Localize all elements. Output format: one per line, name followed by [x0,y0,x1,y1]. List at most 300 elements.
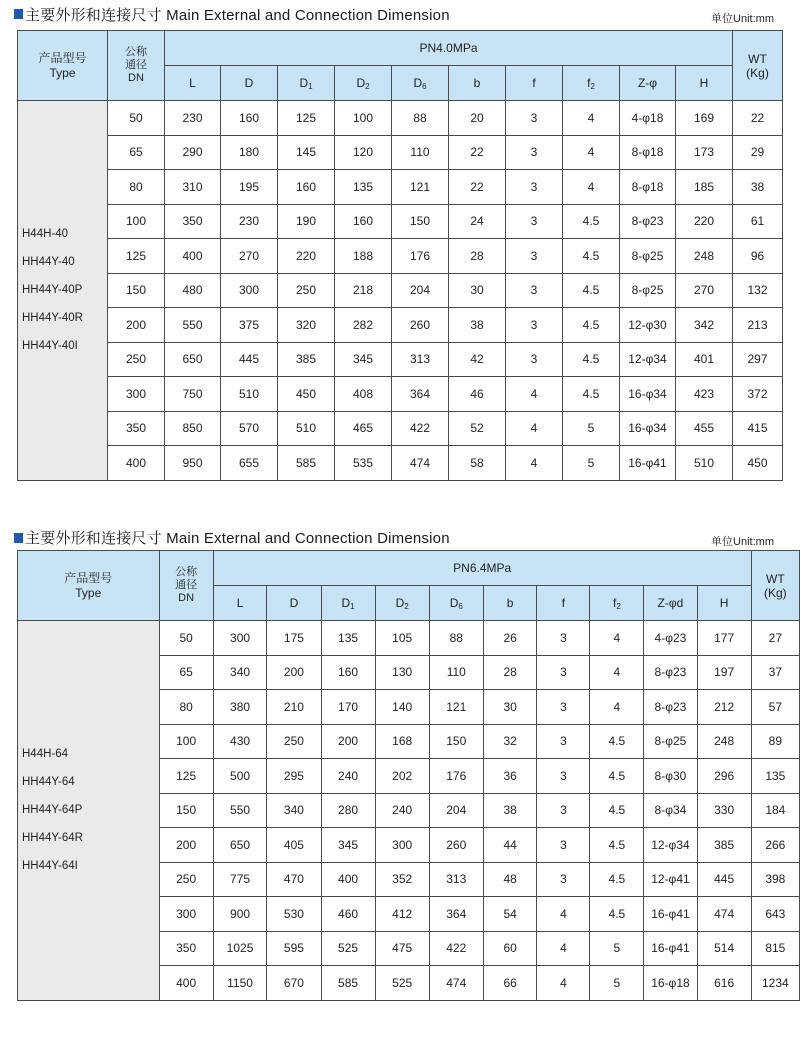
table-cell: 130 [375,655,429,690]
table-cell: 535 [335,446,392,481]
weight-header [733,31,783,101]
table-cell: 8-φ25 [644,724,697,759]
weight-header-line1: WT [766,571,785,586]
table-cell: 385 [697,828,751,863]
table-cell: 28 [449,239,506,274]
table-cell: 850 [165,411,221,446]
column-header: $D_6$ [429,586,483,621]
table-cell: 4.5 [563,204,620,239]
table-cell: 310 [165,170,221,205]
table-cell: 345 [335,342,392,377]
table-cell: 48 [483,862,537,897]
table-cell: 3 [506,273,563,308]
column-header: $f_2$ [590,586,644,621]
column-header: D [221,66,278,101]
table-cell: 4 [537,966,590,1001]
table-cell: 125 [278,101,335,136]
table-cell: 282 [335,308,392,343]
dn-cell: 200 [159,828,213,863]
subscript: 2 [404,601,409,611]
table-cell: 218 [335,273,392,308]
table-cell: 248 [676,239,733,274]
table-cell: 670 [267,966,321,1001]
table-cell: 3 [537,621,590,656]
table-row [18,101,783,136]
table-cell: 313 [429,862,483,897]
table-cell: 3 [506,135,563,170]
dn-cell: 150 [108,273,165,308]
table-cell: 3 [537,793,590,828]
table-cell: 4.5 [590,724,644,759]
table-cell: 22 [449,135,506,170]
table-cell: 240 [375,793,429,828]
table-cell: 4-φ18 [620,101,676,136]
table-cell: 422 [429,931,483,966]
table-cell: 450 [278,377,335,412]
table-cell: 66 [483,966,537,1001]
table-cell: 405 [267,828,321,863]
product-type: H44H-64 [22,748,69,761]
table-cell: 4 [563,170,620,205]
dn-cell: 350 [159,931,213,966]
table-cell: 475 [375,931,429,966]
table-cell: 4 [506,377,563,412]
table-cell: 4 [590,690,644,725]
dn-header-line3: DN [128,72,144,84]
table-cell: 60 [483,931,537,966]
table-cell: 4-φ23 [644,621,697,656]
table-cell: 4 [537,897,590,932]
table-cell: 3 [506,170,563,205]
table-row [18,377,783,412]
table-cell: 213 [733,308,783,343]
product-type: HH44Y-40I [22,340,78,353]
table-cell: 320 [278,308,335,343]
table-cell: 5 [590,931,644,966]
dn-header-line2: 通径 [125,59,147,71]
type-header-en: Type [75,585,102,600]
table-cell: 3 [537,759,590,794]
table-cell: 650 [165,342,221,377]
table-cell: 510 [221,377,278,412]
table-cell: 398 [751,862,799,897]
table-cell: 8-φ25 [620,273,676,308]
table-cell: 176 [429,759,483,794]
table-row [18,308,783,343]
table-cell: 16-φ41 [620,446,676,481]
product-type: HH44Y-64 [22,776,75,789]
table-cell: 250 [278,273,335,308]
dn-header-line3: DN [178,592,195,604]
table-cell: 550 [213,793,267,828]
table-cell: 184 [751,793,799,828]
table-cell: 197 [697,655,751,690]
table-cell: 100 [335,101,392,136]
table-cell: 121 [429,690,483,725]
table-cell: 375 [221,308,278,343]
table-cell: 650 [213,828,267,863]
table-cell: 37 [751,655,799,690]
table-cell: 514 [697,931,751,966]
section-title: 主要外形和连接尺寸 Main External and Connection Dimension [25,530,450,547]
table-row [18,411,783,446]
table-cell: 445 [221,342,278,377]
dn-cell: 100 [159,724,213,759]
dn-header-line2: 通径 [175,579,198,591]
weight-header-line2: (Kg) [764,585,787,600]
column-header: L [213,586,267,621]
column-header: f [506,66,563,101]
table-cell: 30 [483,690,537,725]
dn-cell: 65 [159,655,213,690]
table-cell: 300 [213,621,267,656]
table-cell: 36 [483,759,537,794]
table-cell: 400 [165,239,221,274]
table-cell: 4.5 [563,273,620,308]
table-cell: 4 [590,655,644,690]
table-cell: 460 [321,897,375,932]
table-cell: 296 [697,759,751,794]
table-cell: 445 [697,862,751,897]
table-cell: 4.5 [590,828,644,863]
table-cell: 313 [392,342,449,377]
table-cell: 32 [483,724,537,759]
table-cell: 415 [733,411,783,446]
table-cell: 510 [676,446,733,481]
dn-cell: 80 [108,170,165,205]
table-cell: 12-φ41 [644,862,697,897]
column-header: $D_1$ [321,586,375,621]
table-cell: 385 [278,342,335,377]
column-header: f [537,586,590,621]
table-cell: 8-φ18 [620,135,676,170]
table-cell: 4.5 [590,793,644,828]
table-cell: 173 [676,135,733,170]
dn-cell: 350 [108,411,165,446]
table-cell: 195 [221,170,278,205]
dn-cell: 400 [108,446,165,481]
subscript: 6 [458,601,463,611]
table-cell: 54 [483,897,537,932]
table-cell: 585 [321,966,375,1001]
table-cell: 52 [449,411,506,446]
table-cell: 135 [321,621,375,656]
table-cell: 297 [733,342,783,377]
table-cell: 1025 [213,931,267,966]
table-cell: 815 [751,931,799,966]
table-cell: 474 [429,966,483,1001]
table-cell: 643 [751,897,799,932]
dimension-section-pn40 [0,0,800,470]
dn-cell: 250 [159,862,213,897]
weight-header-line1: WT [748,51,767,66]
type-header [18,551,160,621]
table-cell: 26 [483,621,537,656]
subscript: 6 [422,81,427,91]
table-cell: 8-φ30 [644,759,697,794]
table-cell: 950 [165,446,221,481]
table-cell: 4.5 [563,342,620,377]
table-cell: 57 [751,690,799,725]
table-row [18,135,783,170]
table-cell: 300 [221,273,278,308]
table-cell: 340 [267,793,321,828]
table-cell: 570 [221,411,278,446]
dn-cell: 125 [108,239,165,274]
table-cell: 430 [213,724,267,759]
table-cell: 89 [751,724,799,759]
table-cell: 22 [449,170,506,205]
table-cell: 61 [733,204,783,239]
dn-header [159,551,213,621]
table-cell: 160 [321,655,375,690]
table-cell: 3 [506,101,563,136]
table-cell: 27 [751,621,799,656]
table-cell: 342 [676,308,733,343]
table-cell: 88 [429,621,483,656]
table-cell: 135 [751,759,799,794]
product-type: HH44Y-40R [22,312,83,325]
table-cell: 3 [537,724,590,759]
table-cell: 110 [392,135,449,170]
section-header [0,0,800,30]
table-row [18,239,783,274]
product-type: HH44Y-64R [22,832,83,845]
pressure-header: PN6.4MPa [213,551,751,586]
table-cell: 401 [676,342,733,377]
table-cell: 280 [321,793,375,828]
table-cell: 616 [697,966,751,1001]
table-cell: 5 [590,966,644,1001]
product-type: HH44Y-64P [22,804,83,817]
table-row [18,170,783,205]
table-cell: 177 [697,621,751,656]
table-cell: 160 [221,101,278,136]
table-cell: 200 [321,724,375,759]
table-cell: 4.5 [590,862,644,897]
dn-cell: 125 [159,759,213,794]
table-cell: 510 [278,411,335,446]
table-cell: 8-φ23 [644,655,697,690]
table-cell: 8-φ18 [620,170,676,205]
table-cell: 8-φ34 [644,793,697,828]
table-cell: 422 [392,411,449,446]
table-cell: 364 [429,897,483,932]
table-cell: 88 [392,101,449,136]
table-cell: 240 [321,759,375,794]
table-cell: 4 [563,135,620,170]
table-cell: 3 [506,342,563,377]
column-header: $D_2$ [375,586,429,621]
table-cell: 44 [483,828,537,863]
dn-cell: 400 [159,966,213,1001]
table-cell: 38 [483,793,537,828]
dn-cell: 50 [108,101,165,136]
table-cell: 400 [321,862,375,897]
table-cell: 550 [165,308,221,343]
column-header: H [676,66,733,101]
type-header-en: Type [49,65,76,80]
table-cell: 480 [165,273,221,308]
table-cell: 190 [278,204,335,239]
table-cell: 5 [563,446,620,481]
table-cell: 230 [165,101,221,136]
dn-cell: 80 [159,690,213,725]
dn-cell: 300 [159,897,213,932]
table-cell: 364 [392,377,449,412]
dn-cell: 300 [108,377,165,412]
dimension-table [17,30,783,481]
table-cell: 145 [278,135,335,170]
table-cell: 3 [537,828,590,863]
subscript: 1 [350,601,355,611]
table-cell: 4 [506,411,563,446]
table-cell: 750 [165,377,221,412]
type-header [18,31,108,101]
table-cell: 4 [563,101,620,136]
table-cell: 176 [392,239,449,274]
table-cell: 500 [213,759,267,794]
table-cell: 16-φ41 [644,897,697,932]
dimension-section-pn64 [0,523,800,990]
column-header: $D_6$ [392,66,449,101]
table-cell: 58 [449,446,506,481]
table-cell: 4 [590,621,644,656]
table-cell: 775 [213,862,267,897]
table-cell: 230 [221,204,278,239]
table-cell: 140 [375,690,429,725]
table-row [18,446,783,481]
dn-header-line1: 公称 [125,46,147,58]
table-cell: 132 [733,273,783,308]
table-cell: 595 [267,931,321,966]
column-header: b [449,66,506,101]
table-cell: 4.5 [563,377,620,412]
dn-header [108,31,165,101]
section-title: 主要外形和连接尺寸 Main External and Connection Dimension [25,7,450,24]
table-cell: 204 [429,793,483,828]
column-header: Z-φ [620,66,676,101]
table-cell: 160 [278,170,335,205]
table-cell: 16-φ41 [644,931,697,966]
product-types [18,101,108,481]
table-cell: 380 [213,690,267,725]
table-cell: 530 [267,897,321,932]
table-cell: 260 [392,308,449,343]
dn-cell: 65 [108,135,165,170]
table-cell: 474 [697,897,751,932]
table-cell: 250 [267,724,321,759]
table-cell: 4.5 [563,239,620,274]
table-cell: 168 [375,724,429,759]
table-cell: 412 [375,897,429,932]
table-cell: 260 [429,828,483,863]
table-cell: 3 [537,655,590,690]
product-type: HH44Y-40P [22,284,83,297]
table-cell: 96 [733,239,783,274]
table-cell: 210 [267,690,321,725]
table-cell: 4.5 [590,897,644,932]
table-cell: 200 [267,655,321,690]
column-header: b [483,586,537,621]
table-cell: 3 [537,862,590,897]
table-cell: 585 [278,446,335,481]
table-cell: 169 [676,101,733,136]
table-cell: 30 [449,273,506,308]
table-cell: 470 [267,862,321,897]
table-cell: 525 [375,966,429,1001]
table-row [18,621,800,656]
product-type: H44H-40 [22,228,69,241]
table-cell: 270 [676,273,733,308]
column-header: $D_2$ [335,66,392,101]
table-cell: 655 [221,446,278,481]
table-cell: 270 [221,239,278,274]
table-cell: 180 [221,135,278,170]
table-cell: 3 [506,204,563,239]
table-cell: 5 [563,411,620,446]
table-cell: 12-φ30 [620,308,676,343]
table-row [18,273,783,308]
unit-label: 单位Unit:mm [711,13,774,25]
table-cell: 352 [375,862,429,897]
table-cell: 188 [335,239,392,274]
table-cell: 350 [165,204,221,239]
table-cell: 4.5 [590,759,644,794]
table-cell: 12-φ34 [644,828,697,863]
table-cell: 465 [335,411,392,446]
table-cell: 42 [449,342,506,377]
table-cell: 175 [267,621,321,656]
table-cell: 345 [321,828,375,863]
subscript: 2 [590,81,595,91]
table-cell: 38 [733,170,783,205]
table-cell: 4 [506,446,563,481]
table-cell: 22 [733,101,783,136]
dn-cell: 100 [108,204,165,239]
table-cell: 150 [429,724,483,759]
column-header: L [165,66,221,101]
unit-label: 单位Unit:mm [711,536,774,548]
table-cell: 120 [335,135,392,170]
column-header: $D_1$ [278,66,335,101]
table-cell: 150 [392,204,449,239]
table-cell: 16-φ34 [620,411,676,446]
table-cell: 16-φ34 [620,377,676,412]
dn-cell: 150 [159,793,213,828]
table-cell: 212 [697,690,751,725]
table-cell: 8-φ23 [620,204,676,239]
subscript: 2 [365,81,370,91]
table-cell: 170 [321,690,375,725]
table-cell: 202 [375,759,429,794]
table-cell: 330 [697,793,751,828]
table-cell: 20 [449,101,506,136]
section-header [0,523,800,553]
table-cell: 8-φ25 [620,239,676,274]
product-type: HH44Y-64I [22,860,78,873]
table-cell: 16-φ18 [644,966,697,1001]
type-header-cn: 产品型号 [64,570,113,585]
table-cell: 8-φ23 [644,690,697,725]
table-cell: 266 [751,828,799,863]
subscript: 1 [308,81,313,91]
column-header: Z-φd [644,586,697,621]
table-cell: 110 [429,655,483,690]
table-cell: 248 [697,724,751,759]
weight-header [751,551,799,621]
table-cell: 3 [506,239,563,274]
